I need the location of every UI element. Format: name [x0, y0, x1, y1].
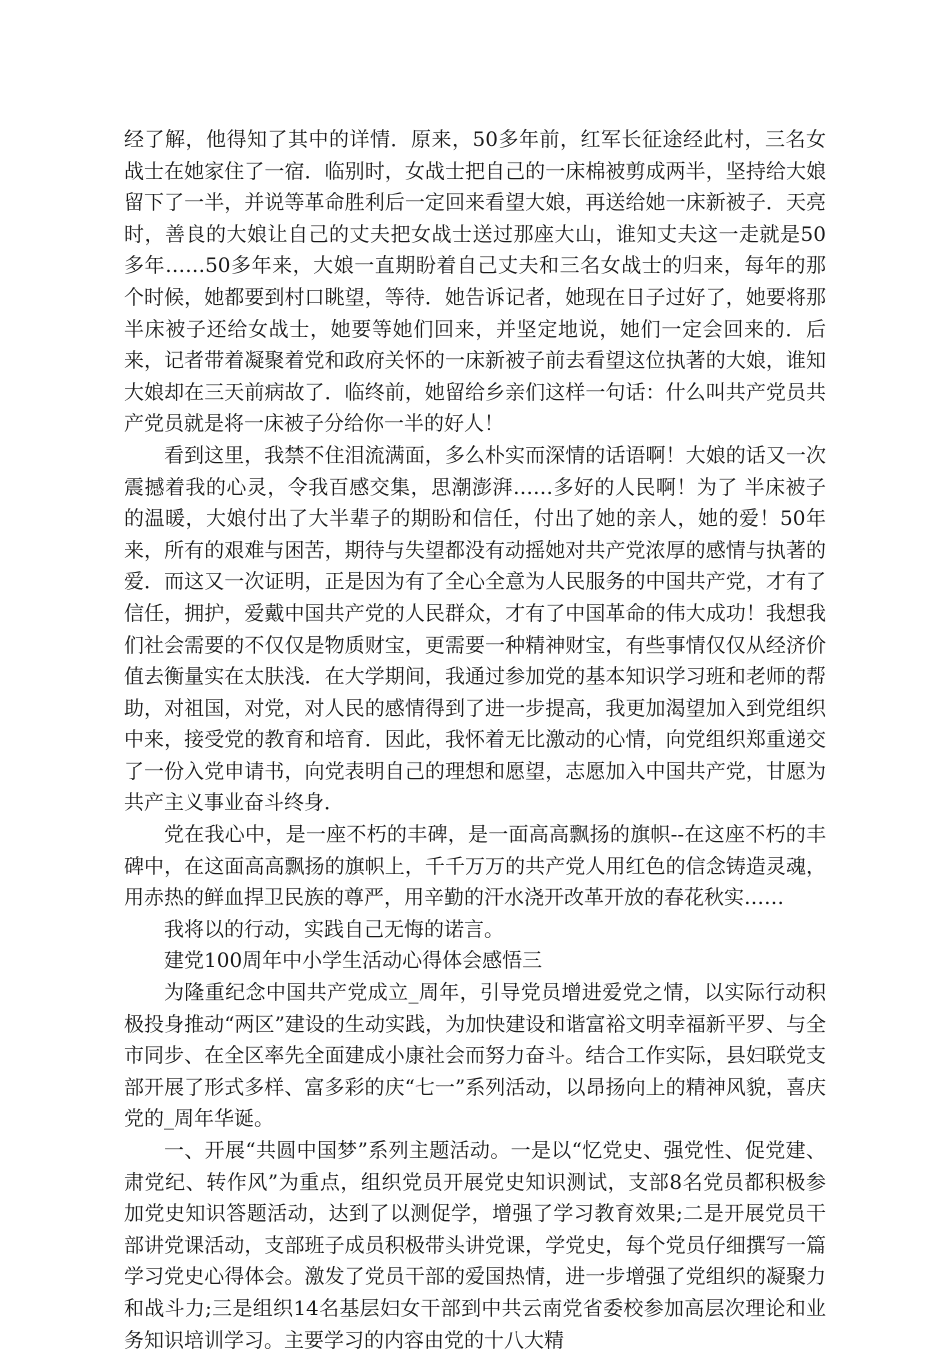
paragraph-3: 党在我心中，是一座不朽的丰碑，是一面高高飘扬的旗帜--在这座不朽的丰碑中，在这面高高飘扬的旗帜上，千千万万的共产党人用红色的信念铸造灵魂，用赤热的鲜血捍卫民族的尊严，用辛勤的汗水浇开改革开放的春花秋实…… — [124, 822, 826, 910]
section-heading: 建党100周年中小学生活动心得体会感悟三 — [164, 948, 543, 973]
paragraph-4: 我将以的行动，实践自己无悔的诺言。 — [164, 916, 504, 941]
paragraph-7: 一、开展“共圆中国梦”系列主题活动。一是以“忆党史、强党性、促党建、肃党纪、转作风”为重点，组织党员开展党史知识测试，支部8名党员都积极参加党史知识答题活动，达到了以测促学，增强了学习教育效果;二是开展党员干部讲党课活动，支部班子成员积极带头讲党课，学党史，每个党员仔细撰写一篇学习党史心得体会。激发了党员干部的爱国热情，进一步增强了党组织的凝聚力和战斗力;三是组织14名基层妇女干部到中共云南党省委校参加高层次理论和业务知识培训学习。主要学习的内容由党的十八大精 — [124, 1138, 826, 1352]
paragraph-2: 看到这里，我禁不住泪流满面，多么朴实而深情的话语啊！大娘的话又一次震撼着我的心灵，令我百感交集，思潮澎湃……多好的人民啊！为了 半床被子 的温暖，大娘付出了大半辈子的期盼和信任，付出了她的亲人，她的爱！50年来，所有的艰难与困苦，期待与失望都没有动摇她对共产党浓厚的感情与执著的爱．而这又一次证明，正是因为有了全心全意为人民服务的中国共产党，才有了信任，拥护，爱戴中国共产党的人民群众，才有了中国革命的伟大成功！我想我们社会需要的不仅仅是物质财宝，更需要一种精神财宝，有些事情仅仅从经济价值去衡量实在太肤浅．在大学期间，我通过参加党的基本知识学习班和老师的帮助，对祖国，对党，对人民的感情得到了进一步提高，我更加渴望加入到党组织中来，接受党的教育和培育．因此，我怀着无比激动的心情，向党组织郑重递交了一份入党申请书，向党表明自己的理想和愿望，志愿加入中国共产党，甘愿为共产主义事业奋斗终身． — [124, 442, 826, 815]
document-page — [124, 124, 826, 1356]
paragraph-1: 经了解，他得知了其中的详情．原来，50多年前，红军长征途经此村，三名女战士在她家住了一宿．临别时，女战士把自己的一床棉被剪成两半，坚持给大娘留下了一半，并说等革命胜利后一定回来看望大娘，再送给她一床新被子．天亮时，善良的大娘让自己的丈夫把女战士送过那座大山，谁知丈夫这一走就是50多年……50多年来，大娘一直期盼着自己丈夫和三名女战士的归来，每年的那个时候，她都要到村口眺望，等待．她告诉记者，她现在日子过好了，她要将那半床被子还给女战士，她要等她们回来，并坚定地说，她们一定会回来的．后来，记者带着凝聚着党和政府关怀的一床新被子前去看望这位执著的大娘，谁知大娘却在三天前病故了．临终前，她留给乡亲们这样一句话：什么叫共产党员共产党员就是将一床被子分给你一半的好人！ — [124, 127, 826, 436]
paragraph-6: 为隆重纪念中国共产党成立_周年，引导党员增进爱党之情，以实际行动积极投身推动“两区”建设的生动实践，为加快建设和谐富裕文明幸福新平罗、与全市同步、在全区率先全面建成小康社会而努力奋斗。结合工作实际，县妇联党支部开展了形式多样、富多彩的庆“七一”系列活动，以昂扬向上的精神风貌，喜庆党的_周年华诞。 — [124, 980, 826, 1131]
